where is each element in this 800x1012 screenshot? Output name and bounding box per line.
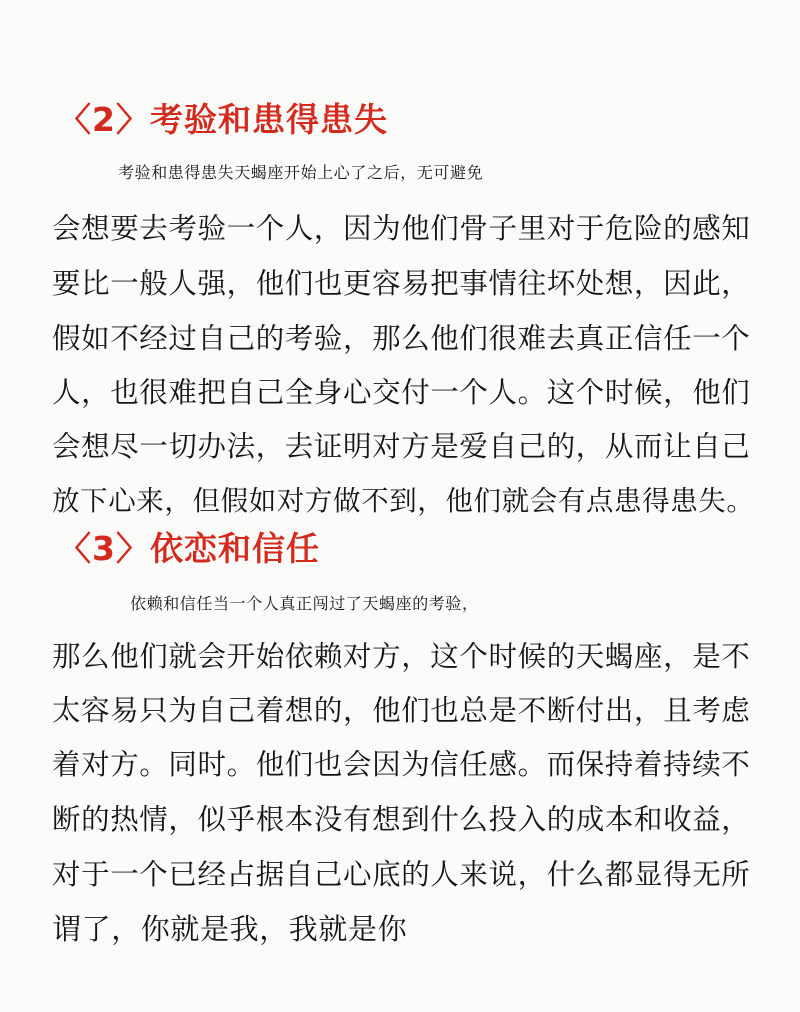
section-3-line-7: 谓了，你就是我，我就是你 (52, 912, 408, 946)
section-2-heading: 〈2〉考验和患得患失 (58, 100, 388, 139)
section-2-line-4: 假如不经过自己的考验，那么他们很难去真正信任一个 (52, 322, 751, 355)
section-2-line-2: 会想要去考验一个人，因为他们骨子里对于危险的感知 (52, 212, 751, 245)
section-2-line-7: 放下心来，但假如对方做不到，他们就会有点患得患失。 (52, 485, 755, 517)
section-3-heading: 〈3〉依恋和信任 (58, 529, 320, 568)
section-2-line-6: 会想尽一切办法，去证明对方是爱自己的，从而让自己 (52, 430, 751, 463)
section-3-line-2: 那么他们就会开始依赖对方，这个时候的天蝎座，是不 (52, 640, 751, 673)
section-3-line-5: 断的热情，似乎根本没有想到什么投入的成本和收益， (52, 803, 751, 836)
section-2-line-1: 考验和患得患失天蝎座开始上心了之后，无可避免 (118, 163, 484, 182)
section-2-line-3: 要比一般人强，他们也更容易把事情往坏处想，因此， (52, 267, 751, 300)
section-3-line-6: 对于一个已经占据自己心底的人来说，什么都显得无所 (52, 858, 751, 891)
section-2-line-5: 人，也很难把自己全身心交付一个人。这个时候，他们 (52, 376, 751, 409)
section-3-line-1: 依赖和信任当一个人真正闯过了天蝎座的考验， (130, 594, 479, 613)
section-3-line-3: 太容易只为自己着想的，他们也总是不断付出，且考虑 (52, 694, 751, 727)
section-3-line-4: 着对方。同时。他们也会因为信任感。而保持着持续不 (52, 748, 751, 781)
